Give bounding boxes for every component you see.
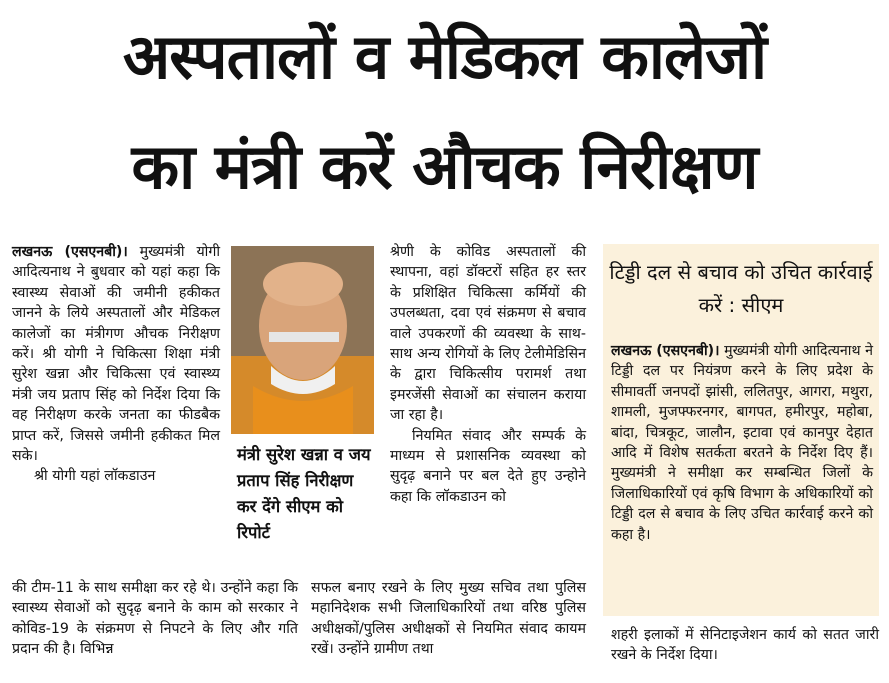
headline-line-1: अस्पतालों व मेडिकल कालेजों xyxy=(122,20,767,93)
article-column-3 xyxy=(390,242,586,507)
sidebar-dateline: लखनऊ (एसएनबी)। xyxy=(611,343,720,359)
article-column-1 xyxy=(12,242,220,487)
article-paragraph: नियमित संवाद और सम्पर्क के माध्यम से प्रशासनिक व्यवस्था को सुदृढ़ बनाने पर बल देते हुए उन्होने कहा कि लॉकडाउन को xyxy=(390,427,586,505)
dateline: लखनऊ (एसएनबी)। xyxy=(12,244,128,260)
portrait-image xyxy=(231,246,374,434)
sidebar-box xyxy=(603,244,879,616)
article-text: मुख्यमंत्री योगी आदित्यनाथ ने बुधवार को यहां कहा कि स्वास्थ्य सेवाओं की जमीनी हकीकत जानने के लिये अस्पतालों और मेडिकल कालेजों का मंत्रीगण औचक निरीक्षण करें। श्री योगी ने चिकित्सा शिक्षा मंत्री सुरेश खन्ना और चिकित्सा एवं स्वास्थ्य मंत्री जय प्रताप सिंह को निर्देश दिया कि वह निरीक्षण करके जनता का फीडबैक प्राप्त करें, जिससे जमीनी हकीकत मिल सके। xyxy=(12,244,221,465)
sidebar-body xyxy=(611,341,873,545)
sidebar-title: टिड्डी दल से बचाव को उचित कार्रवाई करें : सीएम xyxy=(609,260,873,317)
headline-line-2: का मंत्री करें औचक निरीक्षण xyxy=(131,130,758,203)
sidebar-continuation: शहरी इलाकों में सेनिटाइजेशन कार्य को सतत जारी रखने के निर्देश दिया। xyxy=(611,627,879,664)
sidebar-text: मुख्यमंत्री योगी आदित्यनाथ ने टिड्डी दल पर नियंत्रण करने के लिए प्रदेश के सीमावर्ती जनपदों झांसी, ललितपुर, आगरा, मथुरा, शामली, मुजफ्फरनगर, बागपत, हमीरपुर, महोबा, बांदा, चित्रकूट, जालौन, इटावा एवं कानपुर देहात आदि में विशेष सतर्कता बरतने के निर्देश दिए हैं। मुख्यमंत्री ने समीक्षा कर सम्बन्धित जिलों के जिलाधिकारियों एवं कृषि विभाग के अधिकारियों को टिड्डी दल से बचाव के लिए उचित कार्रवाई करने को कहा है। xyxy=(611,343,873,543)
photo-caption: मंत्री सुरेश खन्ना व जय प्रताप सिंह निरीक्षण कर देंगे सीएम को रिपोर्ट xyxy=(237,445,371,542)
article-column-1-bottom xyxy=(12,578,298,660)
article-paragraph xyxy=(12,242,220,466)
article-text: की टीम-11 के साथ समीक्षा कर रहे थे। उन्होंने कहा कि स्वास्थ्य सेवाओं को सुदृढ़ बनाने के काम को सरकार ने कोविड-19 के संक्रमण से निपटने के लिए और गति प्रदान की है। विभिन्न xyxy=(12,580,298,658)
article-paragraph: श्री योगी यहां लॉकडाउन xyxy=(34,468,156,485)
article-column-3-bottom xyxy=(311,578,586,660)
article-text: श्रेणी के कोविड अस्पतालों की स्थापना, वहां डॉक्टरों सहित हर स्तर के प्रशिक्षित चिकित्सा कर्मियों की उपलब्धता, दवा एवं संक्रमण से बचाव वाले उपकरणों की व्यवस्था के साथ-साथ अन्य रोगियों के लिए टेलीमेडिसिन के द्वारा चिकित्सीय परामर्श तथा इमरजेंसी सेवाओं का संचालन कराया जा रहा है। xyxy=(390,244,586,424)
photo xyxy=(231,246,374,434)
article-text: सफल बनाए रखने के लिए मुख्य सचिव तथा पुलिस महानिदेशक सभी जिलाधिकारियों तथा वरिष्ठ पुलिस अधीक्षकों/पुलिस अधीक्षकों से नियमित संवाद कायम रखें। उन्होंने ग्रामीण तथा xyxy=(311,580,586,658)
